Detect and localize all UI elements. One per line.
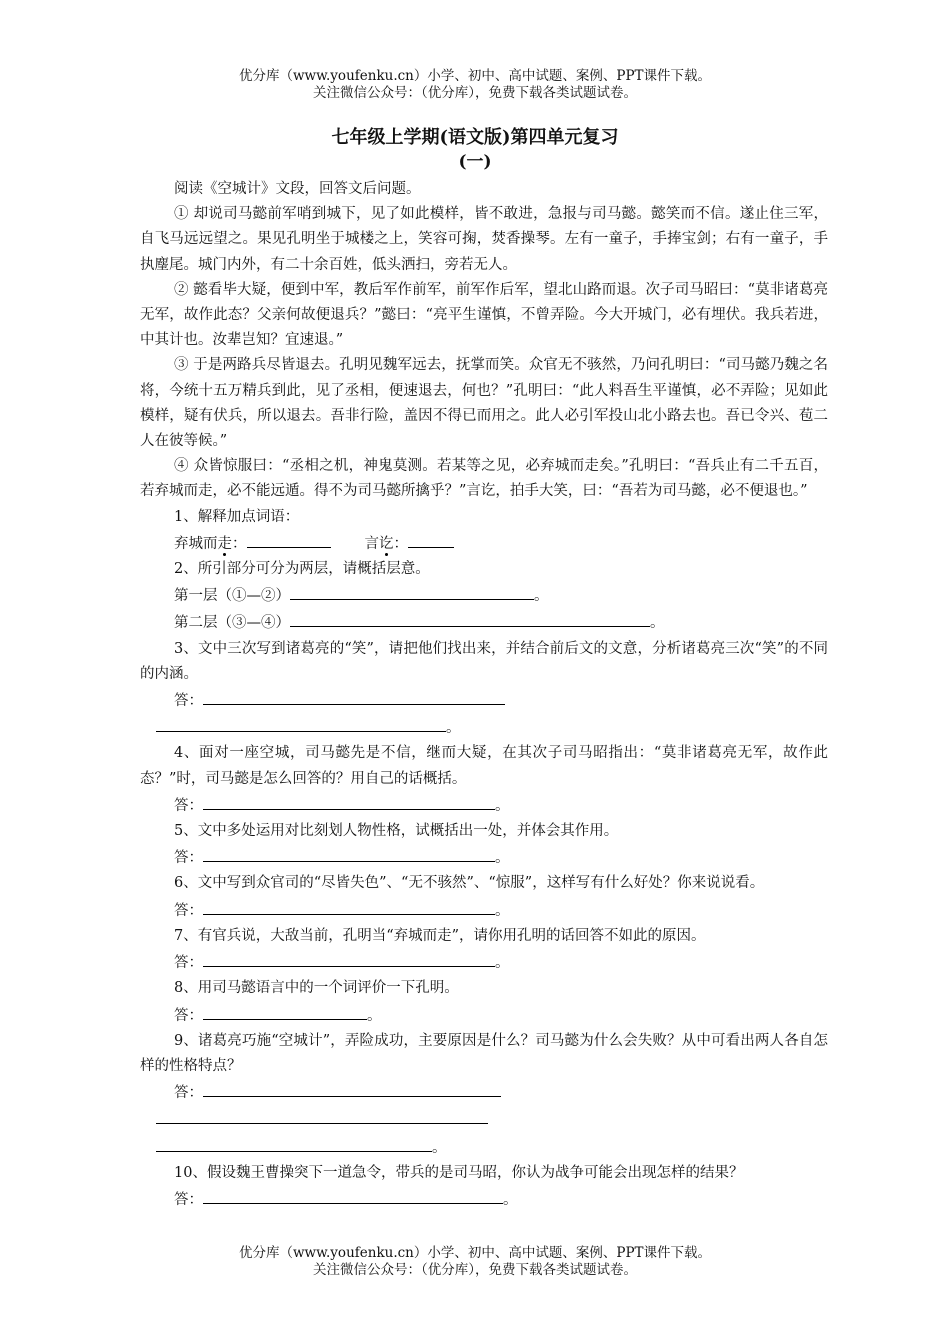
passage-paragraph-2: ② 懿看毕大疑，便到中军，教后军作前军，前军作后军，望北山路而退。次子司马昭曰：“莫非诸葛亮无军，故作此态？父亲何故便退兵？”懿曰：“亮平生谨慎，不曾弄险。今大开城门，必有埋伏。我兵若进，中其计也。汝辈岂知？宜速退。” — [140, 281, 828, 349]
question-8: 8、用司马懿语言中的一个词评价一下孔明。 — [174, 980, 459, 997]
answer-blank-8[interactable] — [203, 1002, 367, 1020]
dotted-word-讫: 讫 — [379, 535, 394, 552]
answer-blank-1a[interactable] — [247, 530, 331, 548]
passage-paragraph-1: ① 却说司马懿前军哨到城下，见了如此模样，皆不敢进，急报与司马懿。懿笑而不信。遂止住三军，自飞马远远望之。果见孔明坐于城楼之上，笑容可掬，焚香操琴。左有一童子，手捧宝剑；右有一童子，手执麈尾。城门内外，有二十余百姓，低头洒扫，旁若无人。 — [140, 206, 828, 273]
question-1-items: 弃城而走： 言讫： — [140, 530, 828, 557]
answer-9-cont-1 — [140, 1106, 828, 1133]
answer-8: 答： 。 — [140, 1002, 828, 1029]
answer-blank-5[interactable] — [203, 844, 495, 862]
question-5: 5、文中多处运用对比刻划人物性格，试概括出一处，并体会其作用。 — [174, 823, 619, 840]
answer-blank-9a[interactable] — [203, 1079, 501, 1097]
answer-blank-7[interactable] — [203, 949, 495, 967]
footer-line-2: 关注微信公众号：（优分库），免费下载各类试题试卷。 — [313, 1262, 637, 1278]
page-subtitle: (一) — [458, 152, 492, 172]
answer-blank-2a[interactable] — [290, 582, 534, 600]
question-7: 7、有官兵说，大敌当前，孔明当“弃城而走”，请你用孔明的话回答不如此的原因。 — [174, 927, 706, 944]
page-title: 七年级上学期(语文版)第四单元复习 — [331, 127, 619, 148]
answer-6: 答： 。 — [140, 897, 828, 924]
answer-blank-9c[interactable] — [156, 1134, 432, 1152]
page-footer — [0, 1245, 950, 1279]
question-2-layer-2: 第二层（③—④） 。 — [140, 609, 828, 636]
question-1: 1、解释加点词语： — [174, 508, 300, 525]
page-header — [0, 68, 950, 102]
footer-line-1: 优分库（www.youfenku.cn）小学、初中、高中试题、案例、PPT课件下载。 — [238, 1245, 712, 1261]
answer-3: 答： — [140, 687, 828, 714]
header-line-2: 关注微信公众号：（优分库），免费下载各类试题试卷。 — [313, 85, 637, 101]
answer-blank-2b[interactable] — [290, 609, 650, 627]
intro-text: 阅读《空城计》文段，回答文后问题。 — [174, 181, 421, 197]
answer-7: 答： 。 — [140, 949, 828, 976]
question-2: 2、所引部分可分为两层，请概括层意。 — [174, 561, 430, 578]
question-10: 10、假设魏王曹操突下一道急令，带兵的是司马昭，你认为战争可能会出现怎样的结果？ — [174, 1164, 744, 1181]
answer-blank-1b[interactable] — [408, 530, 454, 548]
passage-paragraph-3: ③ 于是两路兵尽皆退去。孔明见魏军远去，抚掌而笑。众官无不骇然，乃问孔明曰：“司马懿乃魏之名将，今统十五万精兵到此，见了丞相，便速退去，何也？”孔明曰：“此人料吾生平谨慎，必不弄险；见如此模样，疑有伏兵，所以退去。吾非行险，盖因不得已而用之。此人必引军投山北小路去也。吾已令兴、苞二人在彼等候。” — [140, 357, 828, 450]
answer-blank-3a[interactable] — [203, 687, 505, 705]
answer-blank-9b[interactable] — [156, 1106, 488, 1124]
answer-blank-3b[interactable] — [156, 714, 446, 732]
answer-10: 答： 。 — [140, 1186, 828, 1213]
answer-9: 答： — [140, 1079, 828, 1106]
question-3: 3、文中三次写到诸葛亮的“笑”，请把他们找出来，并结合前后文的文意，分析诸葛亮三次“笑”的不同的内涵。 — [140, 640, 828, 682]
answer-9-cont-2: 。 — [140, 1134, 828, 1161]
passage-paragraph-4: ④ 众皆惊服曰：“丞相之机，神鬼莫测。若某等之见，必弃城而走矣。”孔明曰：“吾兵止有二千五百，若弃城而走，必不能远遁。得不为司马懿所擒乎？”言讫，拍手大笑，曰：“吾若为司马懿，必不便退也。” — [140, 458, 828, 500]
question-4: 4、面对一座空城，司马懿先是不信，继而大疑，在其次子司马昭指出：“莫非诸葛亮无军，故作此态？”时，司马懿是怎么回答的？用自己的话概括。 — [140, 745, 828, 787]
answer-5: 答： 。 — [140, 844, 828, 871]
dotted-word-走: 走 — [217, 535, 232, 552]
question-6: 6、文中写到众官司的“尽皆失色”、“无不骇然”、“惊服”，这样写有什么好处？你来说说看。 — [174, 875, 765, 892]
answer-blank-10[interactable] — [203, 1186, 503, 1204]
header-line-1: 优分库（www.youfenku.cn）小学、初中、高中试题、案例、PPT课件下载。 — [238, 68, 712, 84]
document-body — [140, 177, 828, 1213]
answer-blank-4[interactable] — [203, 792, 495, 810]
answer-4: 答： 。 — [140, 792, 828, 819]
question-2-layer-1: 第一层（①—②） 。 — [140, 582, 828, 609]
answer-3-cont: 。 — [140, 714, 828, 741]
answer-blank-6[interactable] — [203, 897, 495, 915]
question-9: 9、诸葛亮巧施“空城计”，弄险成功，主要原因是什么？司马懿为什么会失败？从中可看出两人各自怎样的性格特点？ — [140, 1032, 828, 1074]
